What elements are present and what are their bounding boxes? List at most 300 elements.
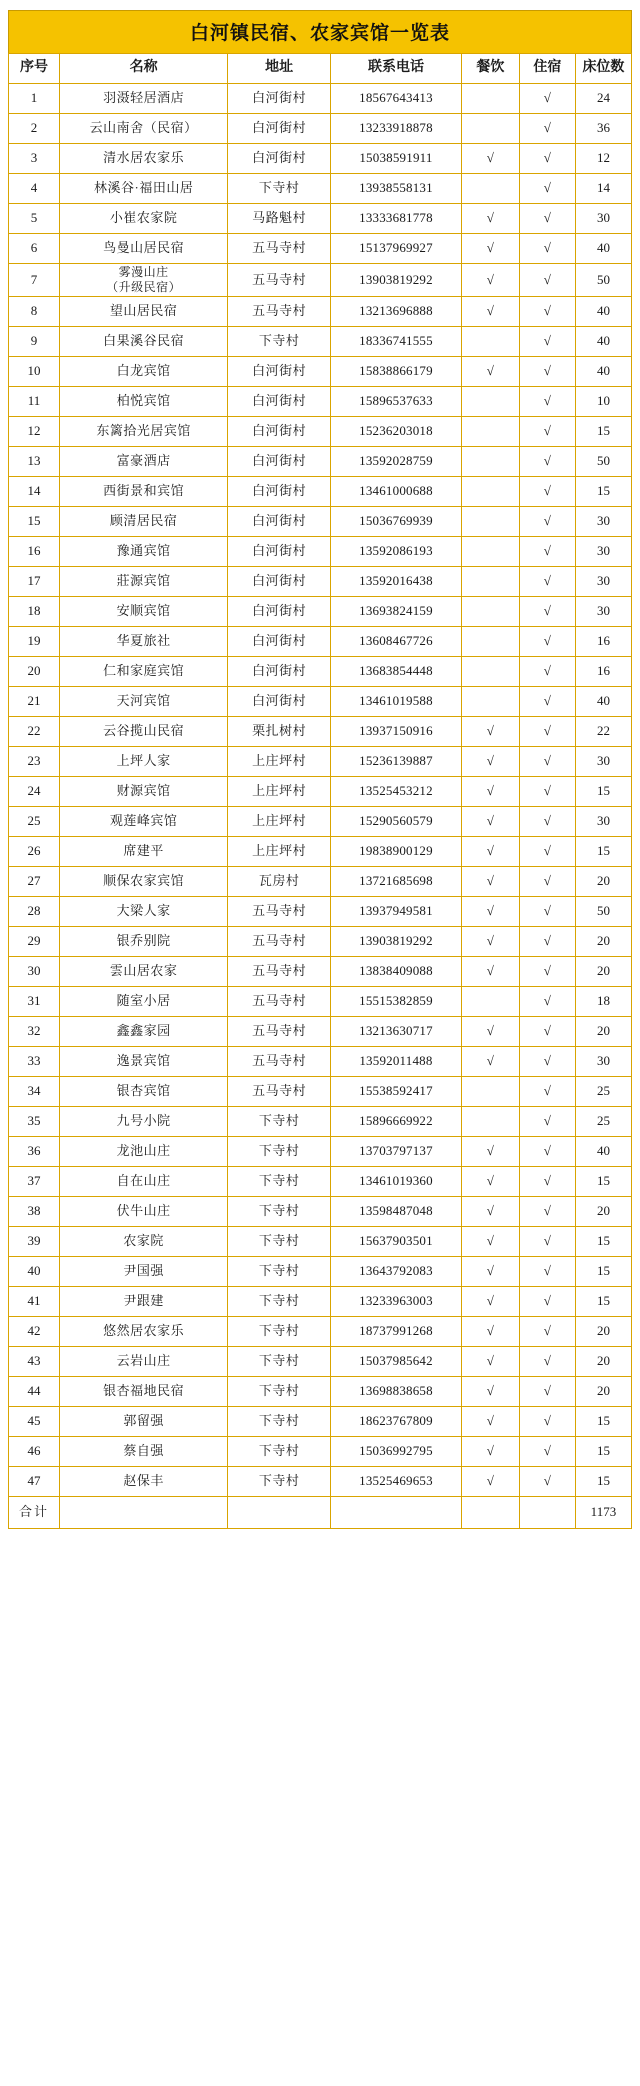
table-row xyxy=(9,327,632,357)
row-dining-mark xyxy=(461,537,519,567)
row-dining-mark xyxy=(461,447,519,477)
total-address-cell xyxy=(228,1497,331,1529)
table-row xyxy=(9,717,632,747)
row-beds: 20 xyxy=(575,1017,631,1047)
row-phone: 13838409088 xyxy=(331,957,462,987)
row-index: 45 xyxy=(9,1407,60,1437)
table-row xyxy=(9,477,632,507)
table-row xyxy=(9,234,632,264)
row-address: 下寺村 xyxy=(228,1407,331,1437)
row-address: 白河街村 xyxy=(228,537,331,567)
row-name: 伏牛山庄 xyxy=(60,1197,228,1227)
row-name: 九号小院 xyxy=(60,1107,228,1137)
row-index: 29 xyxy=(9,927,60,957)
lodging-table xyxy=(8,53,632,1529)
row-lodging-mark: √ xyxy=(519,1077,575,1107)
row-address: 白河街村 xyxy=(228,597,331,627)
table-row xyxy=(9,1437,632,1467)
row-dining-mark: √ xyxy=(461,357,519,387)
row-phone: 13693824159 xyxy=(331,597,462,627)
table-row xyxy=(9,357,632,387)
row-phone: 13592016438 xyxy=(331,567,462,597)
table-row xyxy=(9,567,632,597)
table-row xyxy=(9,657,632,687)
row-phone: 15037985642 xyxy=(331,1347,462,1377)
row-phone: 15538592417 xyxy=(331,1077,462,1107)
row-address: 下寺村 xyxy=(228,1347,331,1377)
row-index: 10 xyxy=(9,357,60,387)
table-row xyxy=(9,687,632,717)
row-dining-mark: √ xyxy=(461,807,519,837)
row-phone: 13592011488 xyxy=(331,1047,462,1077)
page-title: 白河镇民宿、农家宾馆一览表 xyxy=(189,23,450,44)
table-row xyxy=(9,987,632,1017)
row-address: 下寺村 xyxy=(228,1107,331,1137)
row-dining-mark: √ xyxy=(461,144,519,174)
row-lodging-mark: √ xyxy=(519,627,575,657)
row-name: 随室小居 xyxy=(60,987,228,1017)
row-dining-mark: √ xyxy=(461,1377,519,1407)
row-beds: 15 xyxy=(575,1227,631,1257)
row-address: 下寺村 xyxy=(228,1467,331,1497)
table-row xyxy=(9,747,632,777)
row-dining-mark: √ xyxy=(461,897,519,927)
row-index: 18 xyxy=(9,597,60,627)
row-dining-mark: √ xyxy=(461,837,519,867)
row-name xyxy=(60,264,228,297)
row-address: 白河街村 xyxy=(228,357,331,387)
row-name: 席建平 xyxy=(60,837,228,867)
row-index: 35 xyxy=(9,1107,60,1137)
row-lodging-mark: √ xyxy=(519,957,575,987)
row-phone: 15637903501 xyxy=(331,1227,462,1257)
row-beds: 50 xyxy=(575,447,631,477)
row-index: 6 xyxy=(9,234,60,264)
table-header xyxy=(9,54,632,84)
row-index: 41 xyxy=(9,1287,60,1317)
column-header-name: 名称 xyxy=(60,54,228,84)
row-address: 下寺村 xyxy=(228,1287,331,1317)
row-lodging-mark: √ xyxy=(519,1437,575,1467)
row-address: 白河街村 xyxy=(228,627,331,657)
row-lodging-mark: √ xyxy=(519,567,575,597)
row-beds: 30 xyxy=(575,1047,631,1077)
row-address: 白河街村 xyxy=(228,114,331,144)
row-address: 下寺村 xyxy=(228,1227,331,1257)
row-lodging-mark: √ xyxy=(519,1347,575,1377)
row-index: 34 xyxy=(9,1077,60,1107)
column-header-beds: 床位数 xyxy=(575,54,631,84)
row-phone: 15515382859 xyxy=(331,987,462,1017)
row-lodging-mark: √ xyxy=(519,777,575,807)
table-row xyxy=(9,1047,632,1077)
row-lodging-mark: √ xyxy=(519,327,575,357)
row-index: 23 xyxy=(9,747,60,777)
row-dining-mark: √ xyxy=(461,234,519,264)
row-dining-mark: √ xyxy=(461,1257,519,1287)
row-phone: 13333681778 xyxy=(331,204,462,234)
column-header-dining: 餐饮 xyxy=(461,54,519,84)
row-phone: 13461019360 xyxy=(331,1167,462,1197)
row-lodging-mark: √ xyxy=(519,1407,575,1437)
row-lodging-mark: √ xyxy=(519,234,575,264)
row-name: 富豪酒店 xyxy=(60,447,228,477)
row-beds: 25 xyxy=(575,1107,631,1137)
row-phone: 13683854448 xyxy=(331,657,462,687)
row-address: 下寺村 xyxy=(228,1137,331,1167)
row-dining-mark: √ xyxy=(461,297,519,327)
row-address: 上庄坪村 xyxy=(228,807,331,837)
row-index: 8 xyxy=(9,297,60,327)
row-beds: 15 xyxy=(575,417,631,447)
column-header-phone: 联系电话 xyxy=(331,54,462,84)
row-name: 清水居农家乐 xyxy=(60,144,228,174)
row-beds: 15 xyxy=(575,1407,631,1437)
row-dining-mark: √ xyxy=(461,957,519,987)
table-row xyxy=(9,777,632,807)
table-row xyxy=(9,417,632,447)
table-row xyxy=(9,837,632,867)
row-index: 47 xyxy=(9,1467,60,1497)
row-lodging-mark: √ xyxy=(519,357,575,387)
row-phone: 19838900129 xyxy=(331,837,462,867)
row-dining-mark xyxy=(461,597,519,627)
row-dining-mark: √ xyxy=(461,1347,519,1377)
row-beds: 20 xyxy=(575,867,631,897)
row-dining-mark: √ xyxy=(461,1227,519,1257)
row-lodging-mark: √ xyxy=(519,747,575,777)
row-name: 赵保丰 xyxy=(60,1467,228,1497)
row-name: 蔡自强 xyxy=(60,1437,228,1467)
row-lodging-mark: √ xyxy=(519,717,575,747)
row-phone: 13233963003 xyxy=(331,1287,462,1317)
row-dining-mark: √ xyxy=(461,777,519,807)
row-address: 五马寺村 xyxy=(228,1077,331,1107)
table-row xyxy=(9,1287,632,1317)
row-dining-mark xyxy=(461,1107,519,1137)
row-lodging-mark: √ xyxy=(519,1317,575,1347)
row-beds: 15 xyxy=(575,1257,631,1287)
row-dining-mark xyxy=(461,114,519,144)
row-name: 云谷揽山民宿 xyxy=(60,717,228,747)
row-index: 7 xyxy=(9,264,60,297)
row-index: 39 xyxy=(9,1227,60,1257)
row-lodging-mark: √ xyxy=(519,84,575,114)
row-beds: 30 xyxy=(575,807,631,837)
row-lodging-mark: √ xyxy=(519,1257,575,1287)
row-beds: 15 xyxy=(575,1287,631,1317)
table-row xyxy=(9,597,632,627)
row-index: 15 xyxy=(9,507,60,537)
table-row xyxy=(9,867,632,897)
total-phone-cell xyxy=(331,1497,462,1529)
table-row xyxy=(9,927,632,957)
row-address: 上庄坪村 xyxy=(228,747,331,777)
table-row xyxy=(9,264,632,297)
row-address: 下寺村 xyxy=(228,1197,331,1227)
row-name: 林溪谷·福田山居 xyxy=(60,174,228,204)
table-row xyxy=(9,84,632,114)
row-beds: 10 xyxy=(575,387,631,417)
total-name-cell xyxy=(60,1497,228,1529)
row-dining-mark xyxy=(461,567,519,597)
row-phone: 13461019588 xyxy=(331,687,462,717)
row-lodging-mark: √ xyxy=(519,1467,575,1497)
row-name: 鑫鑫家园 xyxy=(60,1017,228,1047)
row-beds: 40 xyxy=(575,357,631,387)
row-dining-mark xyxy=(461,507,519,537)
table-row xyxy=(9,897,632,927)
row-dining-mark xyxy=(461,477,519,507)
row-name: 小崔农家院 xyxy=(60,204,228,234)
table-row xyxy=(9,537,632,567)
row-phone: 13937150916 xyxy=(331,717,462,747)
row-beds: 20 xyxy=(575,927,631,957)
row-dining-mark: √ xyxy=(461,1407,519,1437)
row-beds: 15 xyxy=(575,837,631,867)
row-index: 14 xyxy=(9,477,60,507)
row-index: 30 xyxy=(9,957,60,987)
row-dining-mark: √ xyxy=(461,1467,519,1497)
row-dining-mark: √ xyxy=(461,1197,519,1227)
row-dining-mark xyxy=(461,84,519,114)
row-index: 44 xyxy=(9,1377,60,1407)
row-address: 白河街村 xyxy=(228,657,331,687)
row-address: 白河街村 xyxy=(228,567,331,597)
row-beds: 30 xyxy=(575,567,631,597)
row-index: 25 xyxy=(9,807,60,837)
row-index: 32 xyxy=(9,1017,60,1047)
row-beds: 16 xyxy=(575,657,631,687)
row-dining-mark xyxy=(461,627,519,657)
row-name: 望山居民宿 xyxy=(60,297,228,327)
row-beds: 40 xyxy=(575,687,631,717)
table-row xyxy=(9,1377,632,1407)
total-beds: 1173 xyxy=(575,1497,631,1529)
row-lodging-mark: √ xyxy=(519,174,575,204)
table-header-row xyxy=(9,54,632,84)
row-phone: 13903819292 xyxy=(331,264,462,297)
row-name: 财源宾馆 xyxy=(60,777,228,807)
row-index: 37 xyxy=(9,1167,60,1197)
table-row xyxy=(9,174,632,204)
row-index: 36 xyxy=(9,1137,60,1167)
row-phone: 15896669922 xyxy=(331,1107,462,1137)
row-name: 上坪人家 xyxy=(60,747,228,777)
row-index: 16 xyxy=(9,537,60,567)
row-lodging-mark: √ xyxy=(519,687,575,717)
row-index: 2 xyxy=(9,114,60,144)
row-phone: 13698838658 xyxy=(331,1377,462,1407)
row-lodging-mark: √ xyxy=(519,597,575,627)
table-row xyxy=(9,627,632,657)
row-phone: 15896537633 xyxy=(331,387,462,417)
row-address: 上庄坪村 xyxy=(228,837,331,867)
row-name: 西街景和宾馆 xyxy=(60,477,228,507)
row-lodging-mark: √ xyxy=(519,1137,575,1167)
row-name: 尹国强 xyxy=(60,1257,228,1287)
row-address: 下寺村 xyxy=(228,1257,331,1287)
row-name: 鸟曼山居民宿 xyxy=(60,234,228,264)
table-row xyxy=(9,1347,632,1377)
row-address: 五马寺村 xyxy=(228,957,331,987)
row-dining-mark xyxy=(461,417,519,447)
row-phone: 13598487048 xyxy=(331,1197,462,1227)
row-phone: 13721685698 xyxy=(331,867,462,897)
row-name-line1: 雾漫山庄 xyxy=(118,265,169,279)
row-lodging-mark: √ xyxy=(519,204,575,234)
row-phone: 18737991268 xyxy=(331,1317,462,1347)
row-name: 豫通宾馆 xyxy=(60,537,228,567)
row-address: 下寺村 xyxy=(228,1437,331,1467)
document-title-bar xyxy=(8,10,632,54)
row-beds: 20 xyxy=(575,1197,631,1227)
row-index: 17 xyxy=(9,567,60,597)
row-name: 银杏宾馆 xyxy=(60,1077,228,1107)
row-lodging-mark: √ xyxy=(519,264,575,297)
row-dining-mark: √ xyxy=(461,747,519,777)
row-name: 龙池山庄 xyxy=(60,1137,228,1167)
row-phone: 15036992795 xyxy=(331,1437,462,1467)
row-name: 羽滠轻居酒店 xyxy=(60,84,228,114)
row-dining-mark xyxy=(461,687,519,717)
row-lodging-mark: √ xyxy=(519,1047,575,1077)
table-footer xyxy=(9,1497,632,1529)
row-lodging-mark: √ xyxy=(519,867,575,897)
row-beds: 15 xyxy=(575,1167,631,1197)
row-phone: 13213696888 xyxy=(331,297,462,327)
row-phone: 15838866179 xyxy=(331,357,462,387)
row-lodging-mark: √ xyxy=(519,387,575,417)
row-name: 东篱拾光居宾馆 xyxy=(60,417,228,447)
row-index: 4 xyxy=(9,174,60,204)
table-row xyxy=(9,507,632,537)
row-name: 大梁人家 xyxy=(60,897,228,927)
row-index: 40 xyxy=(9,1257,60,1287)
row-lodging-mark: √ xyxy=(519,1287,575,1317)
row-name: 天河宾馆 xyxy=(60,687,228,717)
row-name: 华夏旅社 xyxy=(60,627,228,657)
row-index: 20 xyxy=(9,657,60,687)
row-beds: 40 xyxy=(575,297,631,327)
row-phone: 13592028759 xyxy=(331,447,462,477)
row-dining-mark: √ xyxy=(461,1167,519,1197)
row-beds: 12 xyxy=(575,144,631,174)
row-beds: 30 xyxy=(575,597,631,627)
row-beds: 14 xyxy=(575,174,631,204)
row-phone: 18567643413 xyxy=(331,84,462,114)
row-beds: 50 xyxy=(575,897,631,927)
row-beds: 15 xyxy=(575,1467,631,1497)
row-index: 5 xyxy=(9,204,60,234)
row-beds: 18 xyxy=(575,987,631,1017)
row-beds: 40 xyxy=(575,1137,631,1167)
row-address: 马路魁村 xyxy=(228,204,331,234)
row-phone: 15036769939 xyxy=(331,507,462,537)
row-phone: 13233918878 xyxy=(331,114,462,144)
row-lodging-mark: √ xyxy=(519,927,575,957)
table-row xyxy=(9,1167,632,1197)
table-row xyxy=(9,1467,632,1497)
row-phone: 13937949581 xyxy=(331,897,462,927)
row-dining-mark xyxy=(461,1077,519,1107)
row-beds: 22 xyxy=(575,717,631,747)
row-index: 26 xyxy=(9,837,60,867)
row-lodging-mark: √ xyxy=(519,1167,575,1197)
row-lodging-mark: √ xyxy=(519,417,575,447)
row-phone: 18336741555 xyxy=(331,327,462,357)
table-row xyxy=(9,1197,632,1227)
total-lodging-cell xyxy=(519,1497,575,1529)
row-address: 白河街村 xyxy=(228,387,331,417)
row-name: 郭留强 xyxy=(60,1407,228,1437)
row-lodging-mark: √ xyxy=(519,1107,575,1137)
row-lodging-mark: √ xyxy=(519,507,575,537)
row-name: 观莲峰宾馆 xyxy=(60,807,228,837)
row-address: 白河街村 xyxy=(228,477,331,507)
row-address: 下寺村 xyxy=(228,174,331,204)
row-lodging-mark: √ xyxy=(519,837,575,867)
row-lodging-mark: √ xyxy=(519,447,575,477)
row-lodging-mark: √ xyxy=(519,1227,575,1257)
row-address: 五马寺村 xyxy=(228,234,331,264)
row-index: 19 xyxy=(9,627,60,657)
row-name: 顾清居民宿 xyxy=(60,507,228,537)
row-index: 24 xyxy=(9,777,60,807)
table-body xyxy=(9,84,632,1497)
row-index: 9 xyxy=(9,327,60,357)
row-phone: 18623767809 xyxy=(331,1407,462,1437)
row-dining-mark: √ xyxy=(461,204,519,234)
row-name: 安顺宾馆 xyxy=(60,597,228,627)
row-index: 1 xyxy=(9,84,60,114)
row-beds: 40 xyxy=(575,234,631,264)
row-address: 下寺村 xyxy=(228,1377,331,1407)
row-index: 46 xyxy=(9,1437,60,1467)
row-beds: 20 xyxy=(575,1377,631,1407)
row-index: 31 xyxy=(9,987,60,1017)
row-phone: 13213630717 xyxy=(331,1017,462,1047)
row-beds: 16 xyxy=(575,627,631,657)
row-lodging-mark: √ xyxy=(519,987,575,1017)
row-address: 上庄坪村 xyxy=(228,777,331,807)
row-dining-mark xyxy=(461,327,519,357)
row-lodging-mark: √ xyxy=(519,807,575,837)
row-beds: 30 xyxy=(575,507,631,537)
row-dining-mark xyxy=(461,987,519,1017)
row-phone: 13938558131 xyxy=(331,174,462,204)
row-index: 42 xyxy=(9,1317,60,1347)
row-beds: 20 xyxy=(575,1317,631,1347)
table-row xyxy=(9,1227,632,1257)
row-name-line2: （升级民宿） xyxy=(106,280,182,294)
row-index: 27 xyxy=(9,867,60,897)
row-address: 下寺村 xyxy=(228,1317,331,1347)
row-name: 柏悦宾馆 xyxy=(60,387,228,417)
table-row xyxy=(9,387,632,417)
row-lodging-mark: √ xyxy=(519,1017,575,1047)
row-name: 逸景宾馆 xyxy=(60,1047,228,1077)
row-index: 12 xyxy=(9,417,60,447)
row-phone: 15137969927 xyxy=(331,234,462,264)
row-lodging-mark: √ xyxy=(519,114,575,144)
row-lodging-mark: √ xyxy=(519,477,575,507)
row-dining-mark xyxy=(461,657,519,687)
row-name: 悠然居农家乐 xyxy=(60,1317,228,1347)
row-dining-mark: √ xyxy=(461,264,519,297)
row-address: 白河街村 xyxy=(228,687,331,717)
row-address: 白河街村 xyxy=(228,144,331,174)
